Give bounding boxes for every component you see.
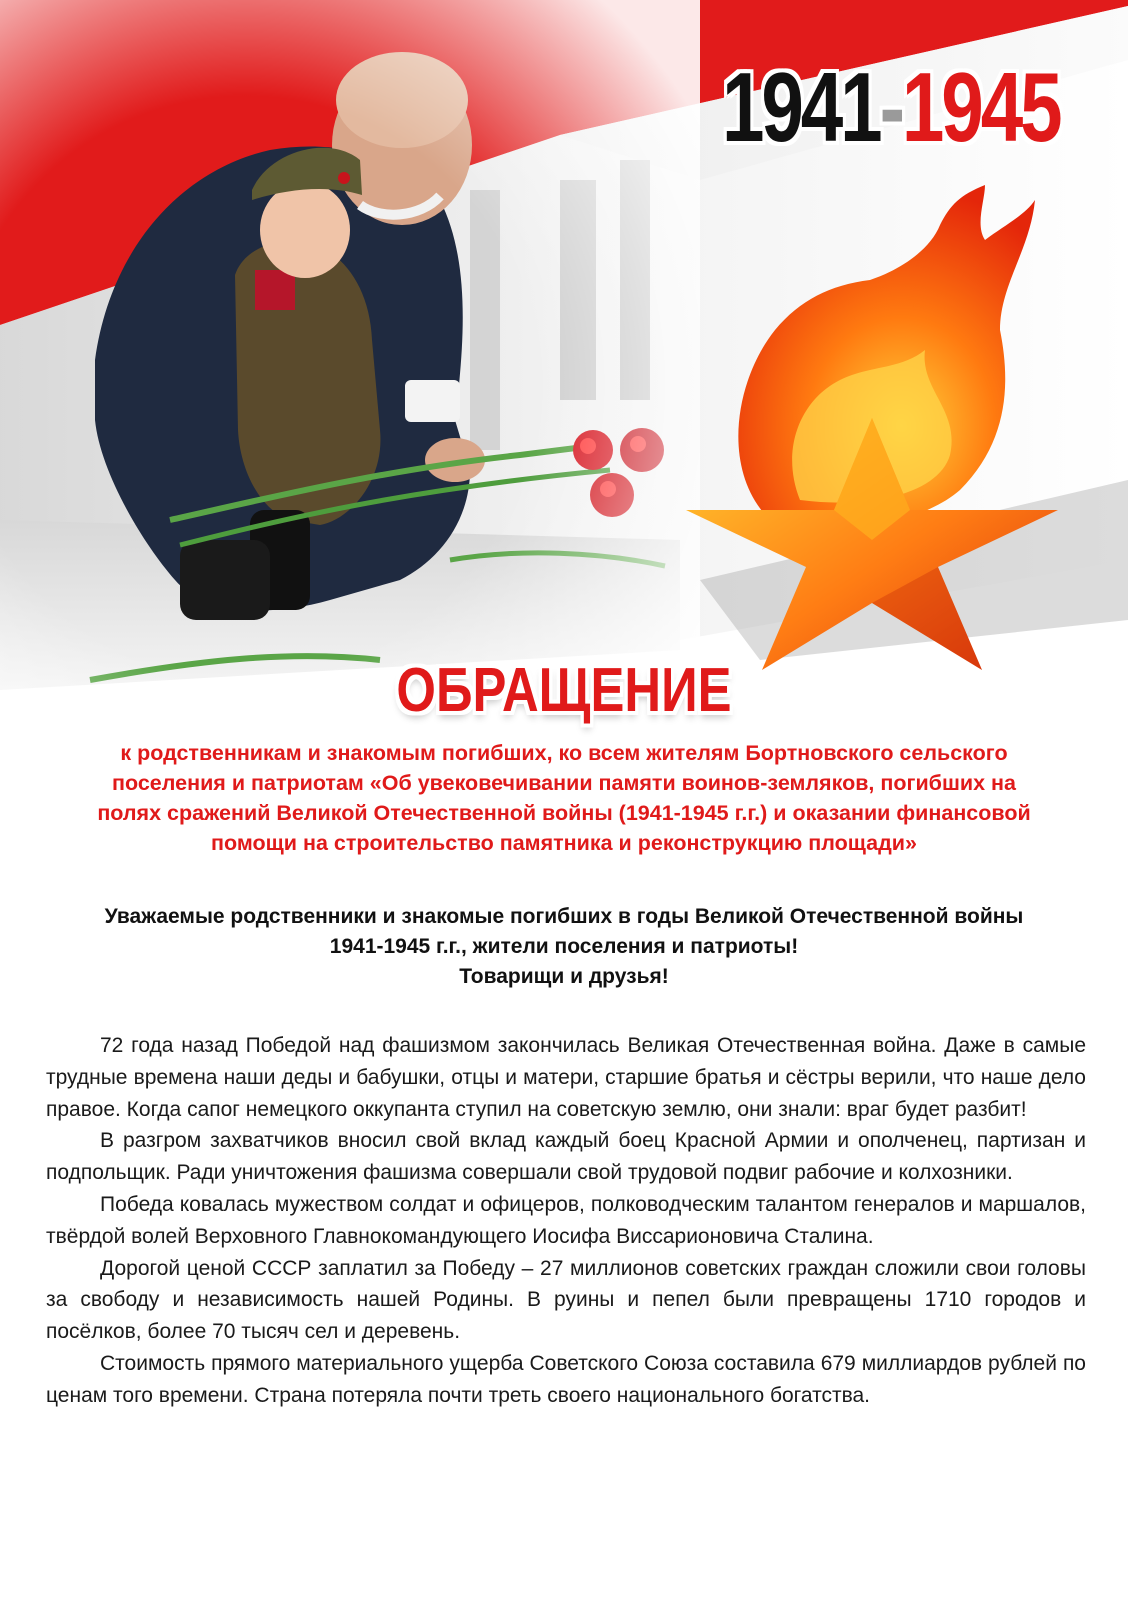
subtitle-line: помощи на строительство памятника и реконструкцию площади»	[211, 831, 917, 855]
subtitle-line: поселения и патриотам «Об увековечивании памяти воинов-земляков, погибших на	[112, 771, 1016, 795]
body-paragraph: Победа ковалась мужеством солдат и офицеров, полководческим талантом генералов и маршалов, твёрдой волей Верховного Главнокомандующего Иосифа Виссарионовича Сталина.	[46, 1192, 1086, 1248]
body-paragraph: 72 года назад Победой над фашизмом закончилась Великая Отечественная война. Даже в самые трудные времена наши деды и бабушки, отцы и матери, старшие братья и сёстры верили, что наше дело правое. Когда сапог немецкого оккупанта ступил на советскую землю, они знали: враг будет разбит!	[46, 1034, 1086, 1121]
memorial-photo	[0, 0, 700, 700]
years-heading	[722, 52, 1060, 162]
greeting-line: Уважаемые родственники и знакомые погибших в годы Великой Отечественной войны	[104, 905, 1024, 928]
greeting-line: 1941-1945 г.г., жители поселения и патриоты!	[329, 935, 799, 958]
body-paragraph: Стоимость прямого материального ущерба Советского Союза составила 679 миллиардов рублей по ценам того времени. Страна потеряла почти треть своего национального богатства.	[46, 1351, 1086, 1407]
body-paragraph: В разгром захватчиков вносил свой вклад каждый боец Красной Армии и ополченец, партизан и подпольщик. Ради уничтожения фашизма совершали свой трудовой подвиг рабочие и колхозники.	[46, 1129, 1086, 1185]
appeal-subtitle	[60, 738, 1068, 858]
subtitle-line: полях сражений Великой Отечественной войны (1941-1945 г.г.) и оказании финансовой	[97, 801, 1031, 825]
subtitle-line: к родственникам и знакомым погибших, ко всем жителям Бортновского сельского	[120, 741, 1008, 765]
body-text	[46, 1030, 1086, 1412]
greeting-line: Товарищи и друзья!	[459, 965, 669, 988]
year-end: 1945	[901, 52, 1060, 162]
year-start: 1941	[722, 52, 880, 162]
greeting	[40, 902, 1088, 992]
body-paragraph: Дорогой ценой СССР заплатил за Победу – 27 миллионов советских граждан сложили свои головы за свободу и независимость нашей Родины. В руины и пепел были превращены 1710 городов и посёлков, более 70 тысяч сел и деревень.	[46, 1256, 1086, 1344]
appeal-title: ОБРАЩЕНИЕ	[396, 656, 732, 725]
year-separator: -	[879, 52, 902, 162]
